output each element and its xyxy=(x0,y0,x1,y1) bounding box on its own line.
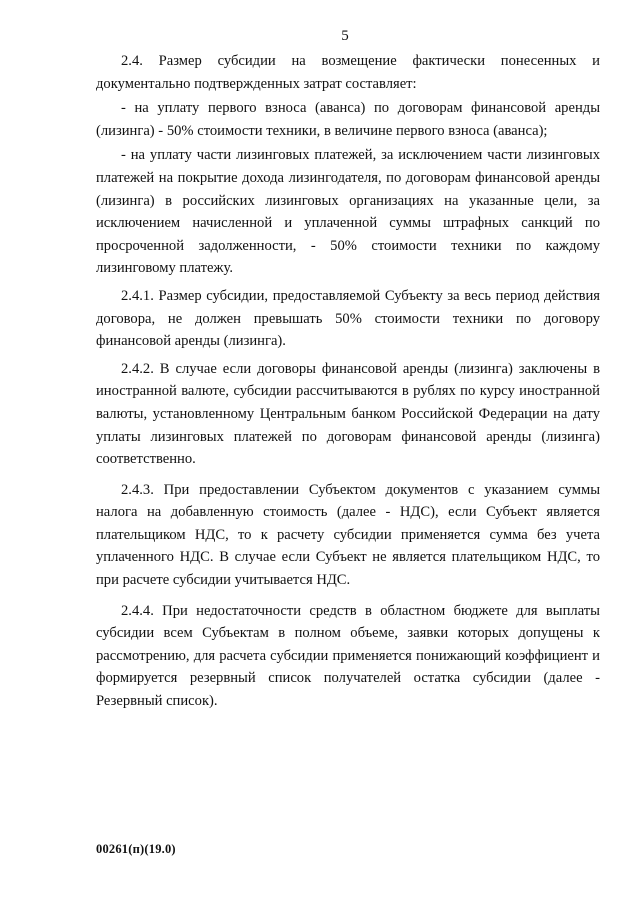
paragraph-2-4-1: 2.4.1. Размер субсидии, предоставляемой Субъекту за весь период действия договора, не должен превышать 50% стоимости техники по договору финансовой аренды (лизинга). xyxy=(96,287,600,350)
paragraph-leasing-payments: - на уплату части лизинговых платежей, за исключением части лизинговых платежей на покрытие дохода лизингодателя, по договорам финансовой аренды (лизинга) в российских лизинговых организациях на указанные цели, за исключением начисленной и уплаченной суммы штрафных санкций по просроченной задолженности, - 50% стоимости техники по каждому лизинговому платежу. xyxy=(96,147,600,277)
paragraph-2-4-4: 2.4.4. При недостаточности средств в областном бюджете для выплаты субсидии всем Субъектам в полном объеме, заявки которых допущены к рассмотрению, для расчета субсидии применяется понижающий коэффициент и формируется резервный список получателей остатка субсидии (далее - Резервный список). xyxy=(96,602,600,710)
document-body xyxy=(96,50,600,713)
page-number: 5 xyxy=(341,28,349,44)
document-code: 00261(п)(19.0) xyxy=(96,842,176,856)
paragraph-2-4: 2.4. Размер субсидии на возмещение фактически понесенных и документально подтвержденных затрат составляет: xyxy=(96,53,600,92)
paragraph-2-4-2: 2.4.2. В случае если договоры финансовой аренды (лизинга) заключены в иностранной валюте, субсидии рассчитываются в рублях по курсу иностранной валюты, установленному Центральным банком Российской Федерации на дату уплаты лизинговых платежей по договорам финансовой аренды (лизинга) соответственно. xyxy=(96,360,600,468)
paragraph-2-4-3: 2.4.3. При предоставлении Субъектом документов с указанием суммы налога на добавленную стоимость (далее - НДС), если Субъект является плательщиком НДС, то к расчету субсидии применяется сумма без учета уплаченного НДС. В случае если Субъект не является плательщиком НДС, то при расчете субсидии учитывается НДС. xyxy=(96,481,600,589)
paragraph-first-payment: - на уплату первого взноса (аванса) по договорам финансовой аренды (лизинга) - 50% стоимости техники, в величине первого взноса (аванса); xyxy=(96,100,600,139)
